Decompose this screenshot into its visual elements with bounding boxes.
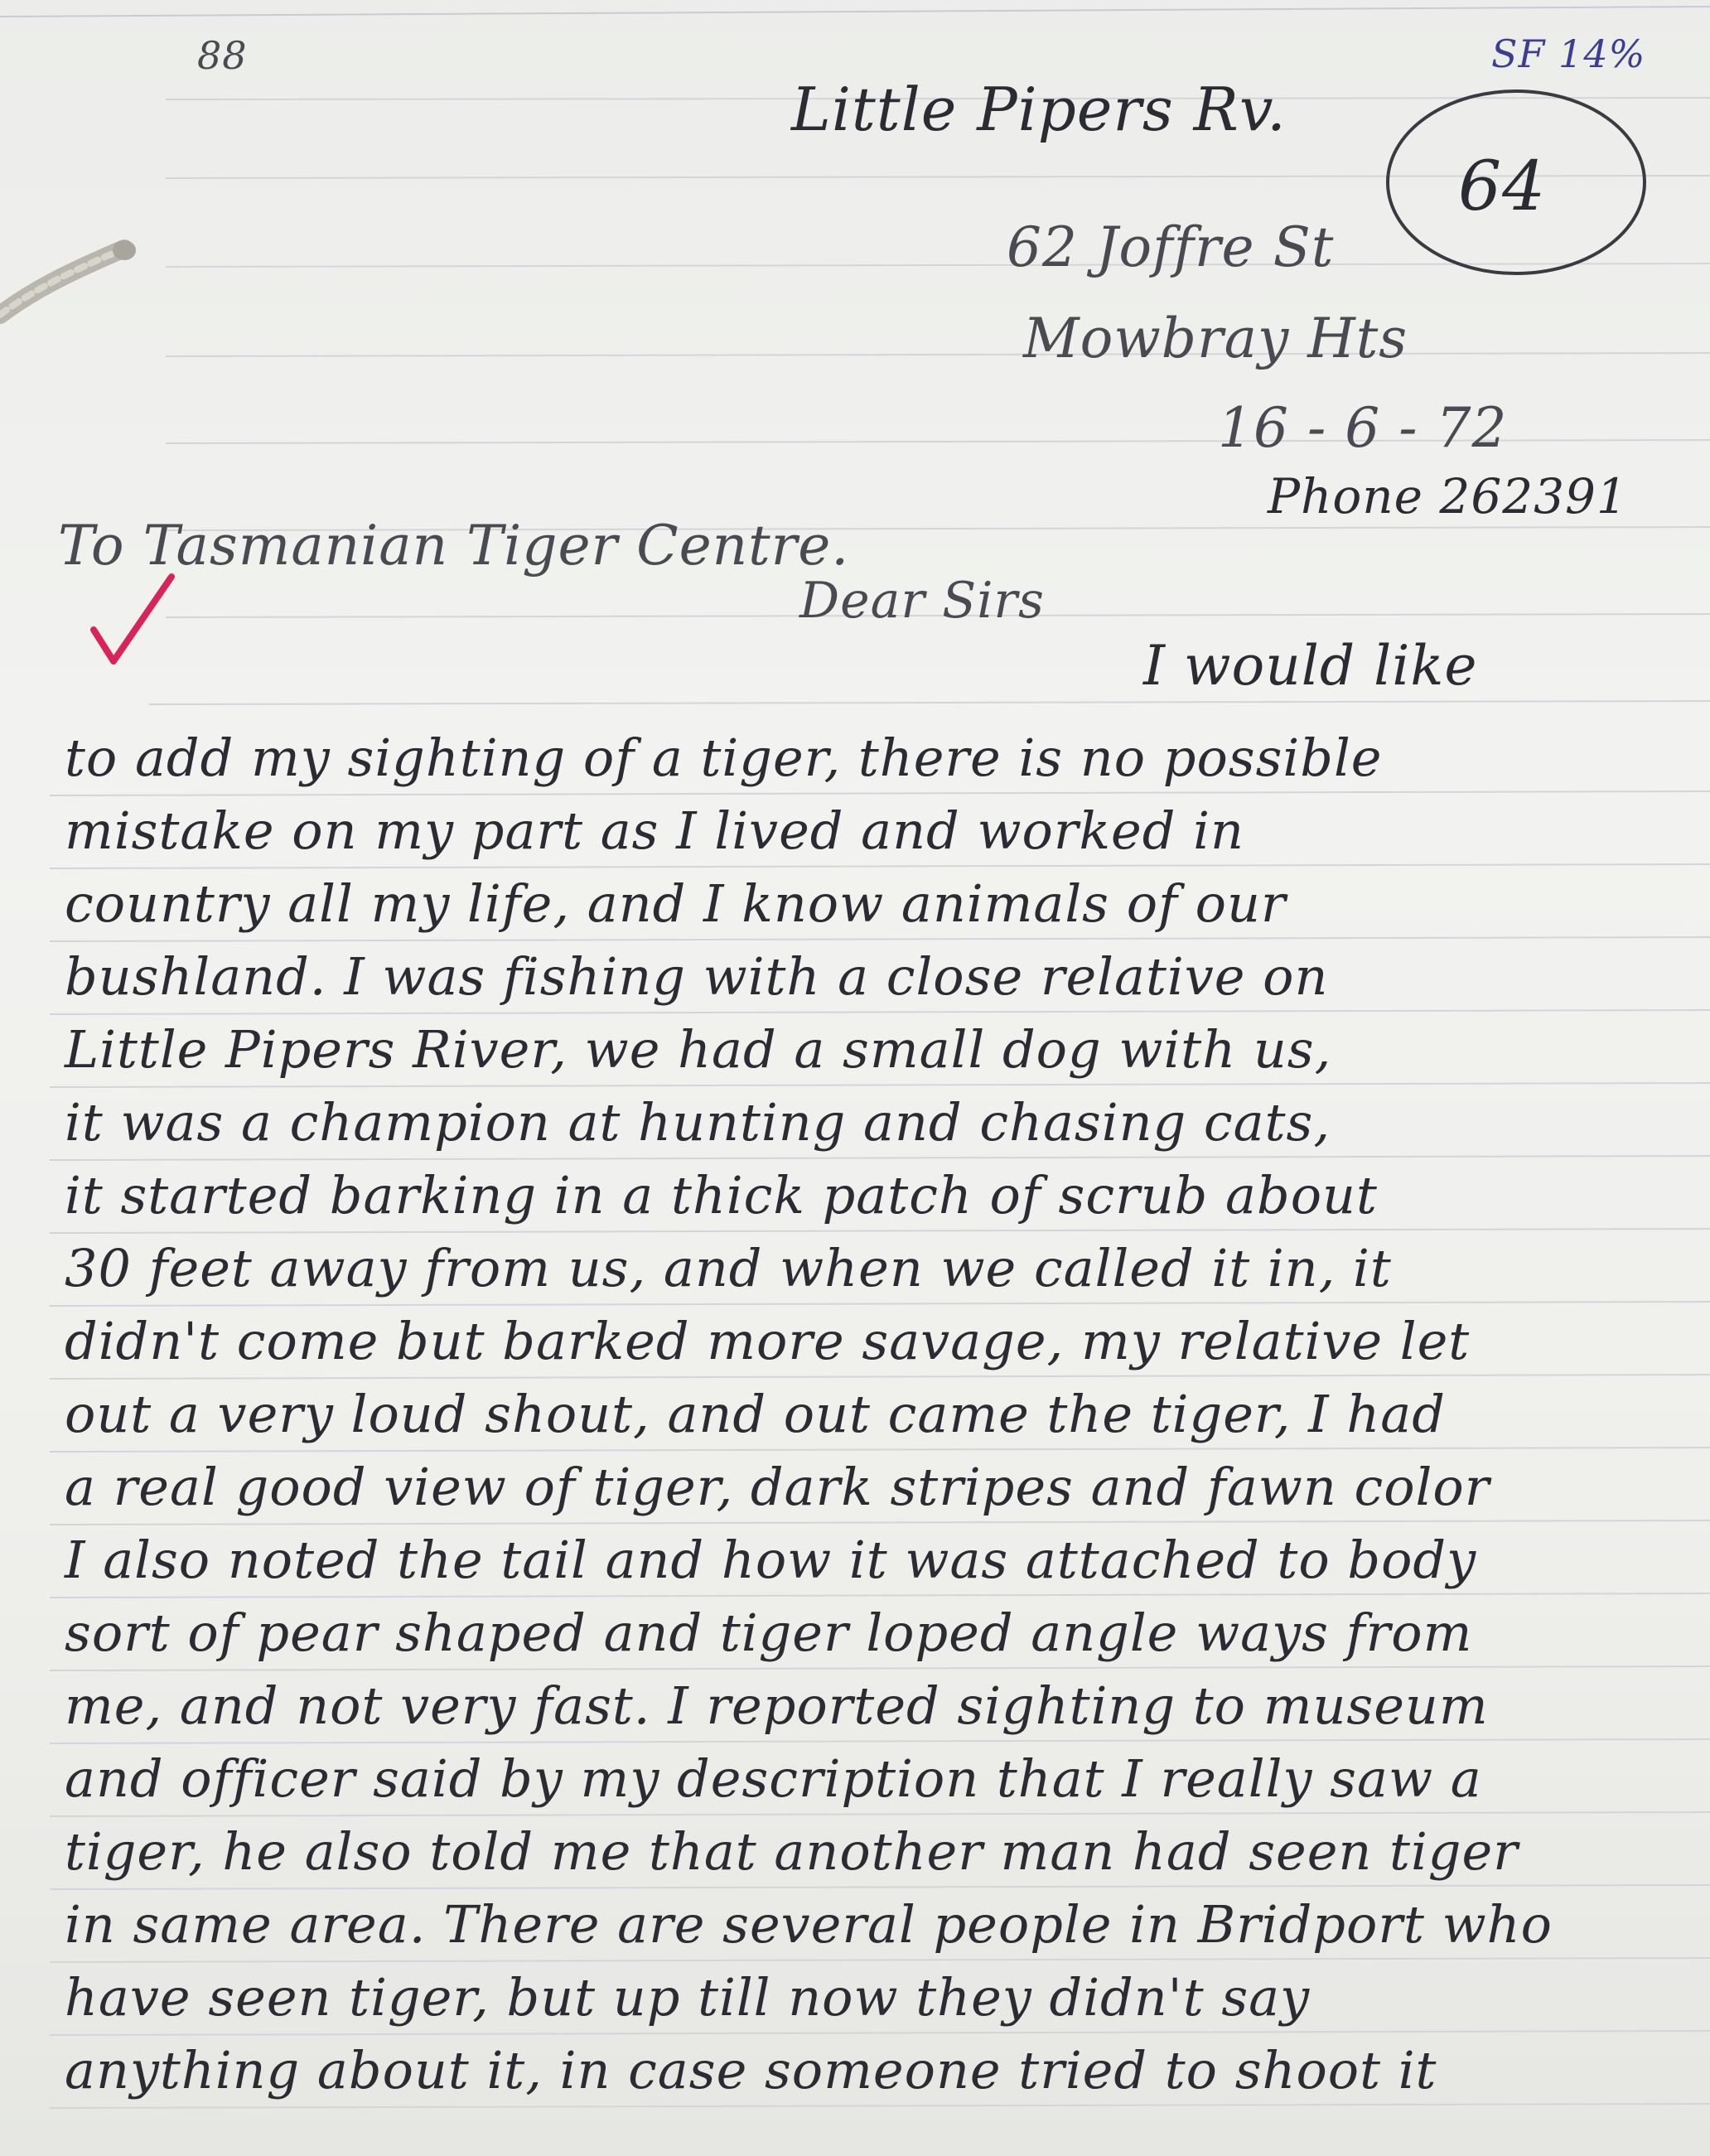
body-line: have seen tiger, but up till now they didn't say (65, 1967, 1311, 2028)
body-line: tiger, he also told me that another man had seen tiger (65, 1821, 1519, 1882)
body-line: it started barking in a thick patch of scrub about (65, 1165, 1378, 1225)
body-line: and officer said by my description that I really saw a (65, 1748, 1482, 1809)
body-line: bushland. I was fishing with a close relative on (65, 946, 1329, 1007)
salutation: Dear Sirs (799, 572, 1045, 630)
letter-date: 16 - 6 - 72 (1218, 396, 1508, 460)
body-line: 30 feet away from us, and when we called it in, it (65, 1238, 1392, 1298)
heading-place: Little Pipers Rv. (791, 75, 1287, 144)
body-line: out a very loud shout, and out came the tiger, I had (65, 1384, 1446, 1444)
body-line: in same area. There are several people in Bridport who (65, 1894, 1553, 1955)
page-number: 88 (197, 33, 248, 78)
opening-phrase: I would like (1143, 634, 1478, 698)
body-line: a real good view of tiger, dark stripes and fawn color (65, 1457, 1490, 1517)
body-line: anything about it, in case someone tried to shoot it (65, 2040, 1437, 2100)
body-line: Little Pipers River, we had a small dog with us, (65, 1019, 1332, 1080)
phone-number: Phone 262391 (1268, 468, 1628, 524)
check-mark-icon (87, 572, 178, 671)
body-line: it was a champion at hunting and chasing cats, (65, 1092, 1331, 1153)
circled-number: 64 (1458, 147, 1547, 226)
binding-string (0, 224, 141, 340)
file-reference: SF 14% (1491, 31, 1646, 76)
address-suburb: Mowbray Hts (1023, 307, 1408, 370)
body-line: country all my life, and I know animals of our (65, 873, 1287, 934)
address-street: 62 Joffre St (1007, 215, 1335, 279)
body-line: to add my sighting of a tiger, there is no possible (65, 728, 1383, 788)
body-line: me, and not very fast. I reported sighting to museum (65, 1675, 1489, 1736)
body-line: mistake on my part as I lived and worked in (65, 800, 1244, 861)
recipient-line: To Tasmanian Tiger Centre. (58, 514, 850, 578)
body-line: sort of pear shaped and tiger loped angle ways from (65, 1602, 1473, 1663)
body-line: I also noted the tail and how it was attached to body (65, 1530, 1477, 1590)
body-line: didn't come but barked more savage, my relative let (65, 1311, 1471, 1371)
